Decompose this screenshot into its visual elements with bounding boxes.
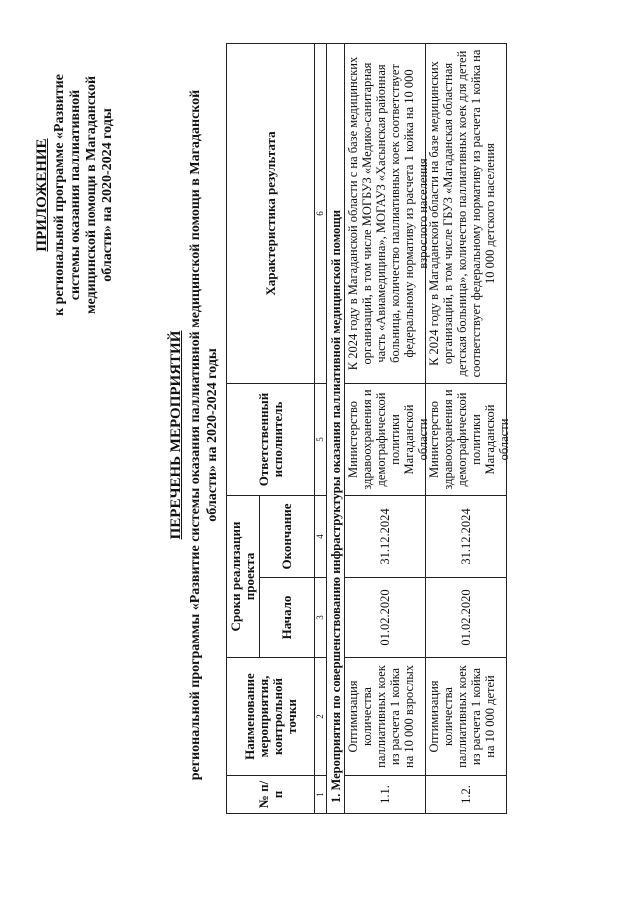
header-name: Наименование мероприятия, контрольной точки: [227, 658, 315, 776]
measures-table: [226, 43, 511, 814]
header-num: № п/п: [227, 776, 315, 814]
column-number: 1: [315, 776, 327, 814]
section-title: 1. Мероприятия по совершенствованию инфраструктуры оказания паллиативной медицинской помощи: [327, 44, 345, 814]
document-heading: [168, 55, 221, 815]
appendix-line: медицинской помощи в Магаданской: [84, 75, 99, 315]
document-title: ПЕРЕЧЕНЬ МЕРОПРИЯТИЙ: [168, 330, 184, 540]
row-num: 1.1.: [345, 776, 426, 814]
table-row: [426, 44, 507, 814]
document-subtitle-line: региональной программы «Развитие системы оказания паллиативной медицинской помощи в Магаданской: [188, 89, 203, 781]
header-end: Окончание: [260, 496, 315, 578]
row-name-cell: [345, 658, 426, 776]
appendix-title: ПРИЛОЖЕНИЕ: [34, 138, 50, 252]
table-header-row: [227, 44, 260, 814]
row-executor: Министерство здравоохранения и демографической политики Магаданской области: [346, 389, 430, 490]
appendix-line: области» на 2020-2024 годы: [100, 108, 115, 282]
column-number: 4: [315, 496, 327, 578]
column-number: 6: [315, 44, 327, 384]
row-num: 1.2.: [426, 776, 507, 814]
appendix-line: к региональной программе «Развитие: [52, 74, 67, 316]
row-name-cell: [426, 658, 507, 776]
table-row: [345, 44, 426, 814]
section-row: [327, 44, 345, 814]
column-numbers-row: [315, 44, 327, 814]
row-executor-cell: [345, 384, 430, 496]
row-result-cell: [345, 44, 430, 384]
row-start: 01.02.2020: [345, 578, 426, 658]
header-start: Начало: [260, 578, 315, 658]
document-subtitle-line: области» на 2020-2024 годы: [205, 348, 220, 522]
row-executor: Министерство здравоохранения и демографической политики Магаданской области: [427, 389, 511, 490]
appendix-line: системы оказания паллиативной: [68, 89, 83, 301]
row-name: Оптимизация количества паллиативных коек из расчета 1 койка на 10 000 детей: [427, 665, 497, 768]
row-end: 31.12.2024: [345, 496, 426, 578]
column-number: 5: [315, 384, 327, 496]
appendix-block: [34, 25, 116, 365]
row-start: 01.02.2020: [426, 578, 507, 658]
column-number: 3: [315, 578, 327, 658]
row-result: К 2024 году в Магаданской области на базе медицинских организаций, в том числе ГБУЗ «Магаданская областная детская больница», количество паллиативных коек для детей соответствует федеральному нормативу из расчета 1 койка на 10 000 детского населения: [427, 49, 497, 378]
row-result: К 2024 году в Магаданской области с на базе медицинских организаций, в том числе МОГБУЗ «Медико-санитарная часть «Авиамедицина», МОГАУЗ «Хасынская районная больница, количество паллиативных коек соответствует федеральному нормативу из расчета 1 койка на 10 000 взрослого населения: [346, 56, 430, 371]
row-name: Оптимизация количества паллиативных коек из расчета 1 койка на 10 000 взрослых: [346, 665, 416, 768]
row-executor-cell: [426, 384, 511, 496]
row-end: 31.12.2024: [426, 496, 507, 578]
row-result-cell: [426, 44, 507, 384]
header-result: Характеристика результата: [227, 44, 315, 384]
column-number: 2: [315, 658, 327, 776]
header-period: Сроки реализации проекта: [227, 496, 260, 658]
header-executor: Ответственный исполнитель: [227, 384, 315, 496]
